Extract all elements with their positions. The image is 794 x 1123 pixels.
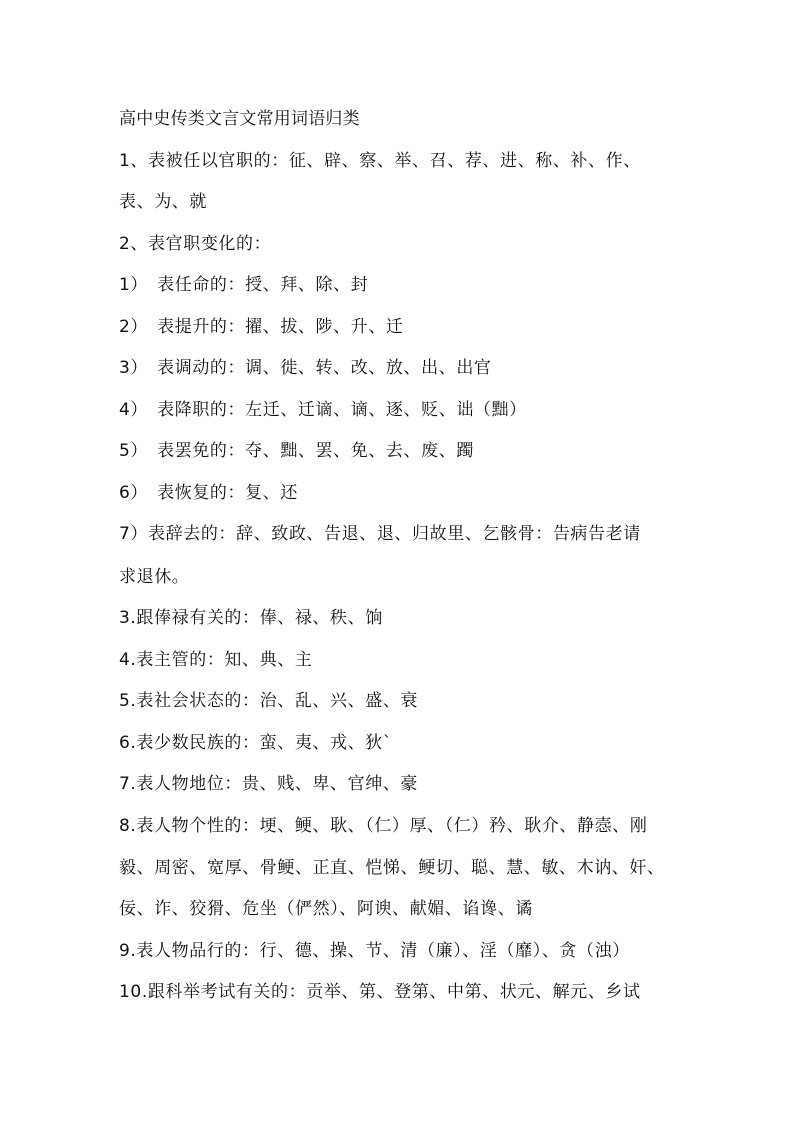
text-line: 3） 表调动的：调、徙、转、改、放、出、出官 xyxy=(119,358,492,378)
text-line: 佞、诈、狡猾、危坐（俨然）、阿谀、献媚、谄谗、谲 xyxy=(119,899,533,919)
text-line: 8.表人物个性的：埂、鲠、耿、（仁）厚、（仁）矜、耿介、静悫、刚 xyxy=(119,816,648,836)
text-line: 4） 表降职的：左迁、迁谪、谪、逐、贬、诎（黜） xyxy=(119,400,527,420)
text-line: 表、为、就 xyxy=(119,192,207,212)
text-line: 7）表辞去的：辞、致政、告退、退、归故里、乞骸骨：告病告老请 xyxy=(119,524,641,544)
text-line: 2、表官职变化的： xyxy=(119,234,272,254)
text-line: 3.跟俸禄有关的：俸、禄、秩、饷 xyxy=(119,608,383,628)
text-line: 9.表人物品行的：行、德、操、节、清（廉）、淫（靡）、贪（浊） xyxy=(119,941,630,961)
text-line: 7.表人物地位：贵、贱、卑、官绅、豪 xyxy=(119,774,419,794)
text-line: 求退休。 xyxy=(119,567,190,587)
text-line: 10.跟科举考试有关的：贡举、第、登第、中第、状元、解元、乡试 xyxy=(119,982,641,1002)
text-line: 5） 表罢免的：夺、黜、罢、免、去、废、躅 xyxy=(119,441,474,461)
text-line: 5.表社会状态的：治、乱、兴、盛、衰 xyxy=(119,691,419,711)
text-line: 1） 表任命的：授、拜、除、封 xyxy=(119,275,369,295)
text-line: 6） 表恢复的：复、还 xyxy=(119,483,298,503)
document-title: 高中史传类文言文常用词语归类 xyxy=(119,109,360,129)
text-line: 2） 表提升的：擢、拔、陟、升、迁 xyxy=(119,317,404,337)
text-line: 4.表主管的：知、典、主 xyxy=(119,650,313,670)
text-line: 毅、周密、宽厚、骨鲠、正直、恺悌、鲠切、聪、慧、敏、木讷、奸、 xyxy=(119,858,665,878)
text-line: 1、表被任以官职的：征、辟、察、举、召、荐、进、称、补、作、 xyxy=(119,151,641,171)
text-line: 6.表少数民族的：蛮、夷、戎、狄` xyxy=(119,733,392,753)
